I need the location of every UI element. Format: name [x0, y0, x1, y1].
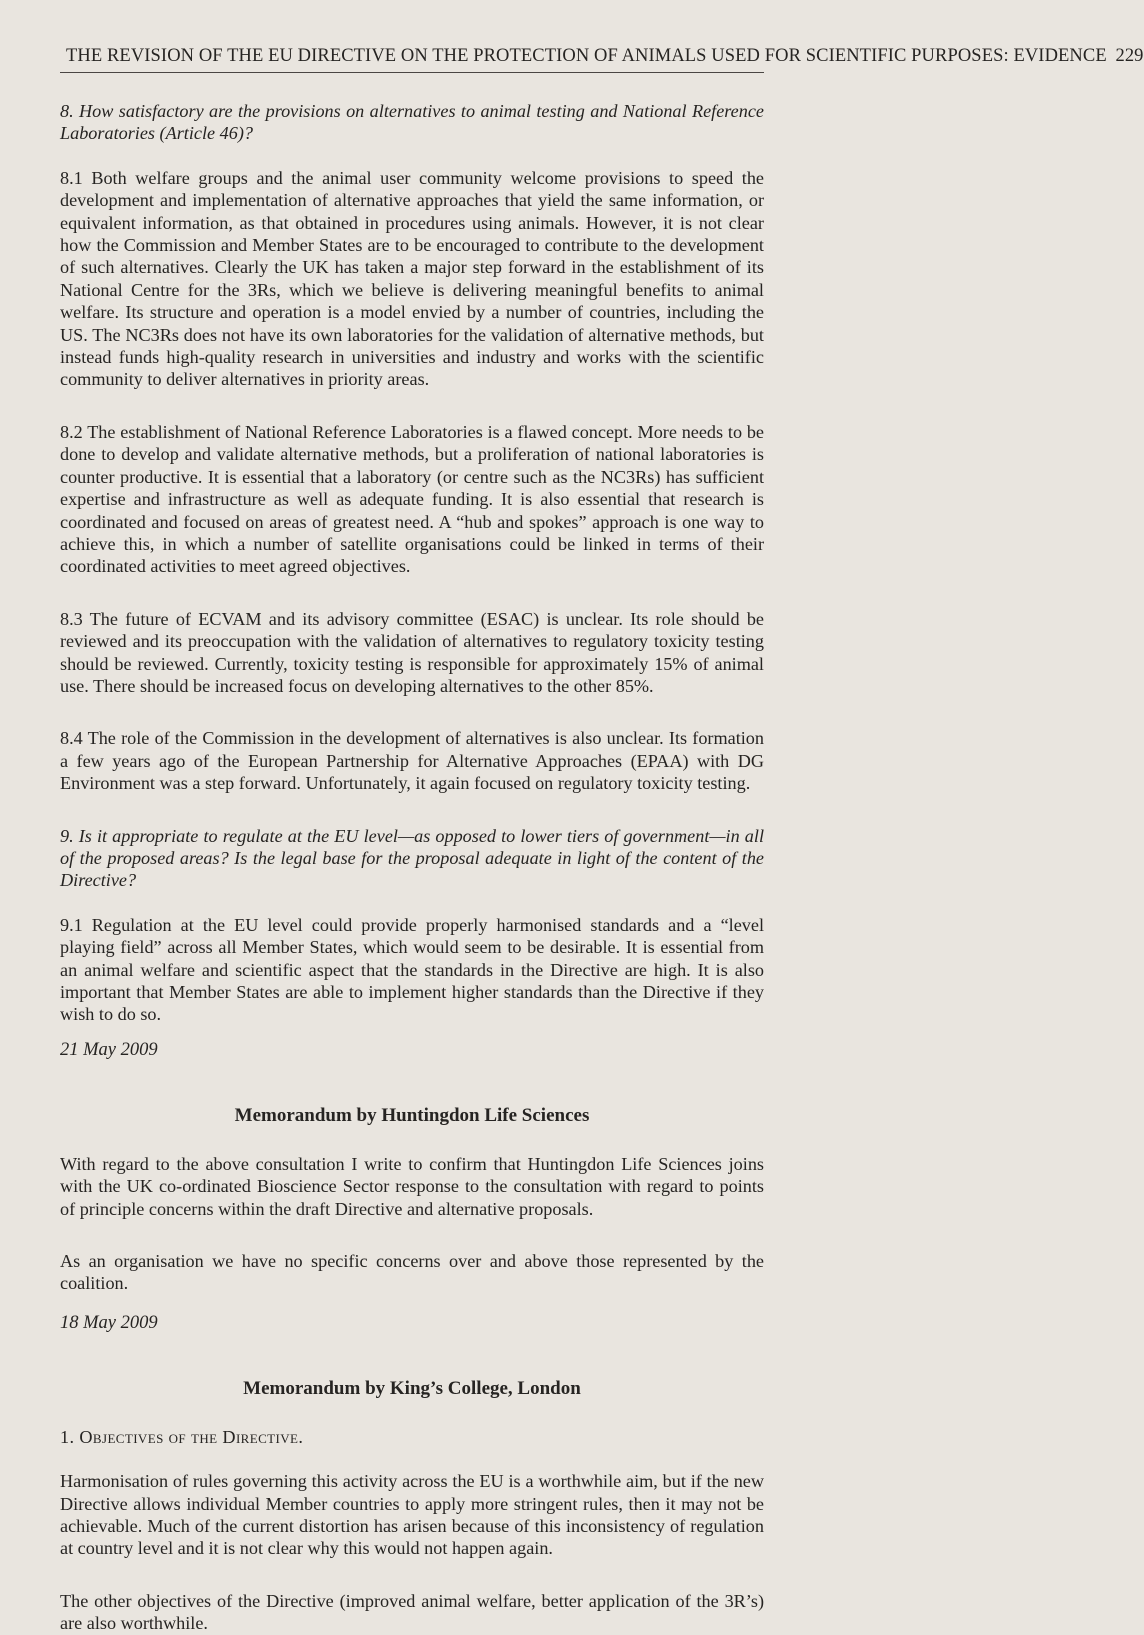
huntingdon-paragraph-2: As an organisation we have no specific concerns over and above those represented by the coalition. — [60, 1251, 764, 1294]
kings-paragraph-2: The other objectives of the Directive (improved animal welfare, better application of the 3R’s) are also worthwhile. — [60, 1590, 764, 1634]
memo-huntingdon-heading: Memorandum by Huntingdon Life Sciences — [234, 1104, 590, 1126]
running-header — [66, 46, 1144, 67]
date-21-may: 21 May 2009 — [60, 1039, 158, 1060]
kings-paragraph-1: Harmonisation of rules governing this activity across the EU is a worthwhile aim, but if the new Directive allows individual Member countries to apply more stringent rules, then it may not be achievable. Much of the current distortion has arisen because of this inconsistency of regulation at country level and it is not clear why this would not happen again. — [60, 1471, 764, 1559]
body-text — [60, 100, 764, 1635]
header-title: THE REVISION OF THE EU DIRECTIVE ON THE PROTECTION OF ANIMALS USED FOR SCIENTIFIC PURPOSES: EVIDENCE — [66, 46, 1107, 66]
paragraph-8-1: 8.1 Both welfare groups and the animal user community welcome provisions to speed the development and implementation of alternative approaches that yield the same information, or equivalent information, as that obtained in procedures using animals. However, it is not clear how the Commission and Member States are to be encouraged to contribute to the development of such alternatives. Clearly the UK has taken a major step forward in the establishment of its National Centre for the 3Rs, which we believe is delivering meaningful benefits to animal welfare. Its structure and operation is a model envied by a number of countries, including the US. The NC3Rs does not have its own laboratories for the validation of alternative methods, but instead funds high-quality research in universities and industry and works with the scientific community to deliver alternatives in priority areas. — [60, 167, 764, 390]
paragraph-9-1: 9.1 Regulation at the EU level could provide properly harmonised standards and a “level playing field” across all Member States, which would seem to be desirable. It is essential from an animal welfare and scientific aspect that the standards in the Directive are high. It is also important that Member States are able to implement higher standards than the Directive if they wish to do so. — [60, 914, 764, 1025]
paragraph-8-4: 8.4 The role of the Commission in the development of alternatives is also unclear. Its formation a few years ago of the European Partnership for Alternative Approaches (EPAA) with DG Environment was a step forward. Unfortunately, it again focused on regulatory toxicity testing. — [60, 728, 764, 794]
question-9: 9. Is it appropriate to regulate at the EU level—as opposed to lower tiers of government—in all of the proposed areas? Is the legal base for the proposal adequate in light of the content of the Directive? — [60, 825, 764, 891]
paragraph-8-3: 8.3 The future of ECVAM and its advisory committee (ESAC) is unclear. Its role should be reviewed and its preoccupation with the validation of alternatives to regulatory toxicity testing should be reviewed. Currently, toxicity testing is responsible for approximately 15% of animal use. There should be increased focus on developing alternatives to the other 85%. — [60, 608, 764, 696]
page-number: 229 — [1115, 46, 1144, 66]
header-divider — [60, 72, 764, 73]
memo-kings-heading: Memorandum by King’s College, London — [243, 1377, 581, 1399]
huntingdon-paragraph-1: With regard to the above consultation I write to confirm that Huntingdon Life Sciences joins with the UK co-ordinated Bioscience Sector response to the consultation with regard to points of principle concerns within the draft Directive and alternative proposals. — [60, 1153, 764, 1219]
question-8: 8. How satisfactory are the provisions on alternatives to animal testing and National Reference Laboratories (Article 46)? — [60, 101, 764, 144]
kings-section-title: 1. Objectives of the Directive. — [60, 1426, 304, 1447]
paragraph-8-2: 8.2 The establishment of National Reference Laboratories is a flawed concept. More needs to be done to develop and validate alternative methods, but a proliferation of national laboratories is counter productive. It is essential that a laboratory (or centre such as the NC3Rs) has sufficient expertise and infrastructure as well as adequate funding. It is also essential that research is coordinated and focused on areas of greatest need. A “hub and spokes” approach is one way to achieve this, in which a number of satellite organisations could be linked in terms of their coordinated activities to meet agreed objectives. — [60, 421, 764, 577]
date-18-may: 18 May 2009 — [60, 1312, 158, 1333]
